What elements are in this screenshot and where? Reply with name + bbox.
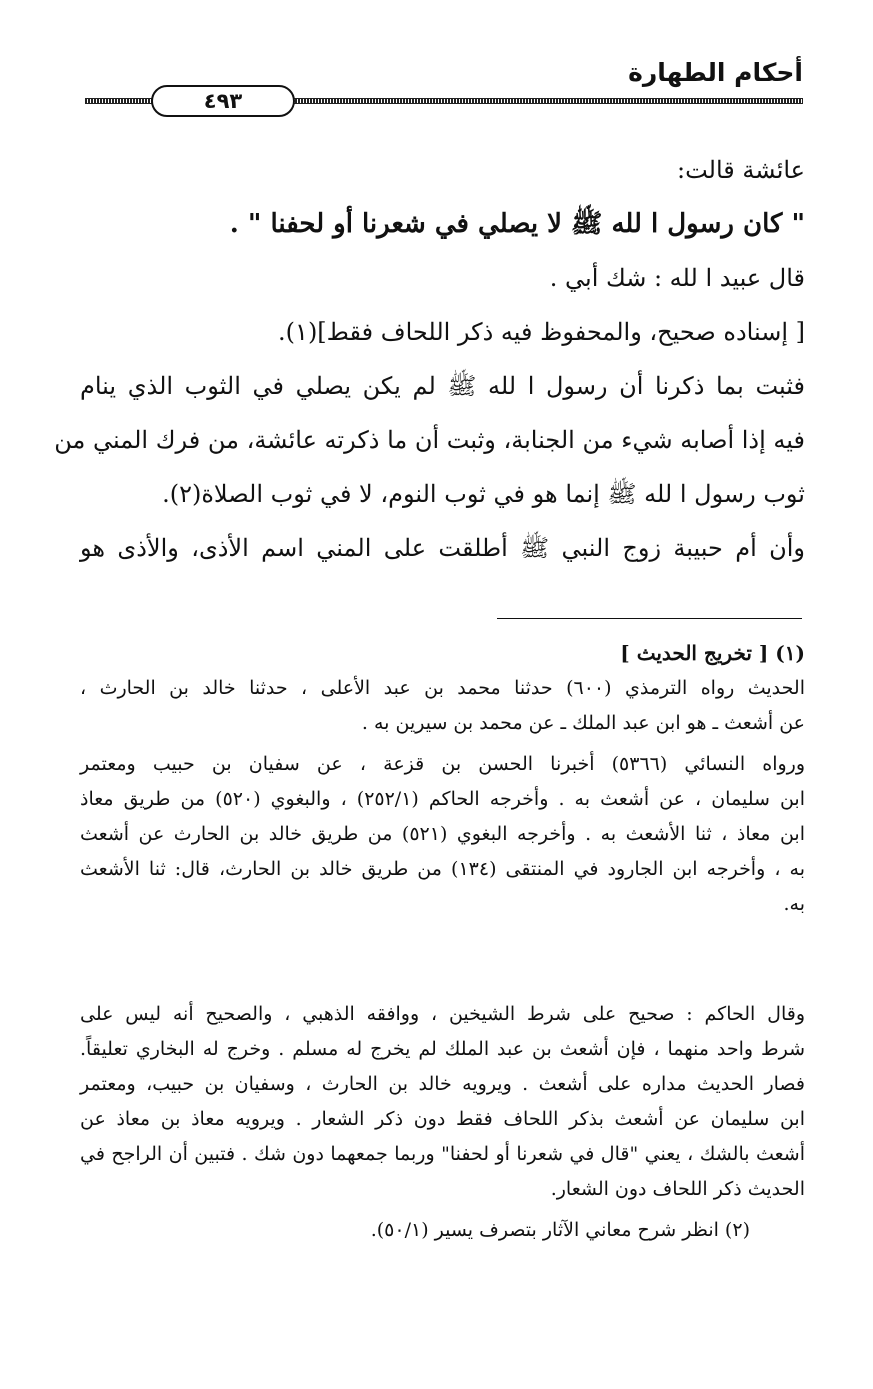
text-line: ثوب رسول ا لله ﷺ إنما هو في ثوب النوم، لا في ثوب الصلاة(٢). xyxy=(162,480,805,508)
running-title: أحكام الطهارة xyxy=(628,58,803,87)
isnad-grading: [ إسناده صحيح، والمحفوظ فيه ذكر اللحاف فقط](١). xyxy=(278,318,805,346)
footnote-line: ورواه النسائي (٥٣٦٦) أخبرنا الحسن بن قزعة ، عن سفيان بن حبيب ومعتمر xyxy=(80,753,805,775)
footnote-1 xyxy=(80,636,805,922)
page-number: ٤٩٣ xyxy=(151,85,295,117)
footnote-line: أشعث بالشك ، يعني "قال في شعرنا أو لحفنا" وربما جمعهما دون شك . فتبين أن الراجح في xyxy=(80,1143,805,1165)
footnote-heading: (١) [ تخريج الحديث ] xyxy=(620,641,805,665)
footnote-line: به ، وأخرجه ابن الجارود في المنتقى (١٣٤) من طريق خالد بن الحارث، قال: ثنا الأشعث xyxy=(80,858,806,880)
footnote-line: الحديث ذكر اللحاف دون الشعار. xyxy=(550,1178,805,1200)
main-text xyxy=(54,143,805,575)
text-line: عائشة قالت: xyxy=(677,156,805,184)
page-header xyxy=(85,58,803,113)
text-line: فثبت بما ذكرنا أن رسول ا لله ﷺ لم يكن يصلي في الثوب الذي ينام xyxy=(80,372,805,400)
footnote-2: (٢) انظر شرح معاني الآثار بتصرف يسير (٥٠/١). xyxy=(370,1219,750,1241)
footnote-separator xyxy=(497,618,802,619)
footnote-line: شرط واحد منهما ، فإن أشعث بن عبد الملك لم يخرج له مسلم . وخرج له البخاري تعليقاً. xyxy=(80,1038,805,1060)
footnote-line: ابن سليمان عن أشعث بذكر اللحاف فقط دون ذكر الشعار . ويرويه معاذ بن معاذ عن xyxy=(80,1108,805,1130)
footnote-1-continued xyxy=(80,997,805,1248)
footnote-line: الحديث رواه الترمذي (٦٠٠) حدثنا محمد بن عبد الأعلى ، حدثنا خالد بن الحارث ، xyxy=(80,677,805,699)
footnote-line: ابن معاذ ، ثنا الأشعث به . وأخرجه البغوي (٥٢١) من طريق خالد بن الحارث عن أشعث xyxy=(80,823,805,845)
footnote-line: وقال الحاكم : صحيح على شرط الشيخين ، ووافقه الذهبي ، والصحيح أنه ليس على xyxy=(80,1003,805,1025)
footnote-line: فصار الحديث مداره على أشعث . ويرويه خالد بن الحارث ، وسفيان بن حبيب، ومعتمر xyxy=(80,1073,805,1095)
text-line: وأن أم حبيبة زوج النبي ﷺ أطلقت على المني اسم الأذى، والأذى هو xyxy=(80,534,805,562)
hadith-quote: " كان رسول ا لله ﷺ لا يصلي في شعرنا أو لحفنا " . xyxy=(229,209,805,239)
text-line: قال عبيد ا لله : شك أبي . xyxy=(549,264,805,292)
footnote-line: عن أشعث ـ هو ابن عبد الملك ـ عن محمد بن سيرين به . xyxy=(361,712,805,734)
footnote-line: ابن سليمان ، عن أشعث به . وأخرجه الحاكم (٢٥٢/١) ، والبغوي (٥٢٠) من طريق معاذ xyxy=(80,788,805,810)
text-line: فيه إذا أصابه شيء من الجنابة، وثبت أن ما ذكرته عائشة، من فرك المني من xyxy=(54,426,805,454)
footnote-line: به. xyxy=(783,893,805,915)
